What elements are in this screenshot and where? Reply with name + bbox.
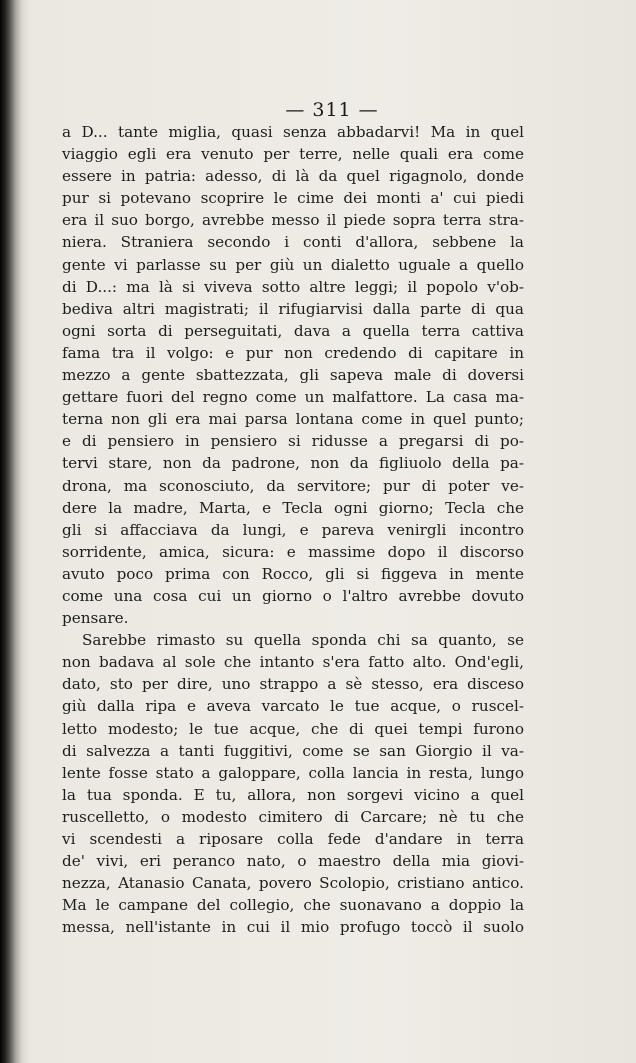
text-line: pur si potevano scoprire le cime dei monti a' cui piedi — [62, 189, 524, 208]
text-line: gente vi parlasse su per giù un dialetto uguale a quello — [62, 255, 524, 274]
text-line: era il suo borgo, avrebbe messo il piede sopra terra stra- — [62, 211, 524, 230]
text-line: de' vivi, eri peranco nato, o maestro della mia giovi- — [62, 852, 524, 871]
text-line: gli si affacciava da lungi, e pareva venirgli incontro — [62, 520, 524, 539]
text-line: dere la madre, Marta, e Tecla ogni giorno; Tecla che — [62, 498, 524, 517]
text-line: di D...: ma là si viveva sotto altre leggi; il popolo v'ob- — [62, 277, 524, 296]
text-line: non badava al sole che intanto s'era fatto alto. Ond'egli, — [62, 653, 524, 672]
text-line: e di pensiero in pensiero si ridusse a pregarsi di po- — [62, 432, 524, 451]
text-line: come una cosa cui un giorno o l'altro avrebbe dovuto — [62, 586, 524, 605]
text-line: dato, sto per dire, uno strappo a sè stesso, era disceso — [62, 675, 524, 694]
page-number: — 311 — — [285, 99, 379, 121]
text-line: terna non gli era mai parsa lontana come in quel punto; — [62, 410, 524, 429]
text-line: niera. Straniera secondo i conti d'allora, sebbene la — [62, 233, 524, 252]
text-line: essere in patria: adesso, di là da quel rigagnolo, donde — [62, 167, 524, 186]
text-line: Sarebbe rimasto su quella sponda chi sa quanto, se — [82, 631, 524, 650]
text-line: a D... tante miglia, quasi senza abbadarvi! Ma in quel — [62, 123, 524, 141]
text-line: gettare fuori del regno come un malfattore. La casa ma- — [62, 388, 524, 407]
text-line: avuto poco prima con Rocco, gli si figgeva in mente — [62, 564, 524, 583]
text-line: lente fosse stato a galoppare, colla lancia in resta, lungo — [62, 763, 524, 782]
text-line: drona, ma sconosciuto, da servitore; pur di poter ve- — [62, 476, 524, 495]
text-line: Ma le campane del collegio, che suonavano a doppio la — [62, 896, 524, 915]
body-text — [62, 121, 524, 938]
text-line: bediva altri magistrati; il rifugiarvisi dalla parte di qua — [62, 299, 524, 318]
binding-gutter-shadow — [0, 0, 22, 1063]
text-line: sorridente, amica, sicura: e massime dopo il discorso — [62, 542, 524, 561]
text-line: ruscelletto, o modesto cimitero di Carcare; nè tu che — [62, 807, 524, 826]
text-line: viaggio egli era venuto per terre, nelle quali era come — [62, 145, 524, 164]
text-line: ogni sorta di perseguitati, dava a quella terra cattiva — [62, 321, 524, 340]
text-line: nezza, Atanasio Canata, povero Scolopio, cristiano antico. — [62, 874, 524, 893]
text-line: la tua sponda. E tu, allora, non sorgevi vicino a quel — [62, 785, 524, 804]
text-line: tervi stare, non da padrone, non da figliuolo della pa- — [62, 454, 524, 473]
text-line: letto modesto; le tue acque, che di quei tempi furono — [62, 719, 524, 738]
text-line: fama tra il volgo: e pur non credendo di capitare in — [62, 343, 524, 362]
text-line: di salvezza a tanti fuggitivi, come se san Giorgio il va- — [62, 741, 524, 760]
text-line: messa, nell'istante in cui il mio profugo toccò il suolo — [62, 918, 524, 937]
text-line: vi scendesti a riposare colla fede d'andare in terra — [62, 830, 524, 848]
text-line: giù dalla ripa e aveva varcato le tue acque, o ruscel- — [62, 697, 524, 716]
text-line: mezzo a gente sbattezzata, gli sapeva male di doversi — [62, 366, 524, 385]
text-line: pensare. — [62, 609, 129, 628]
